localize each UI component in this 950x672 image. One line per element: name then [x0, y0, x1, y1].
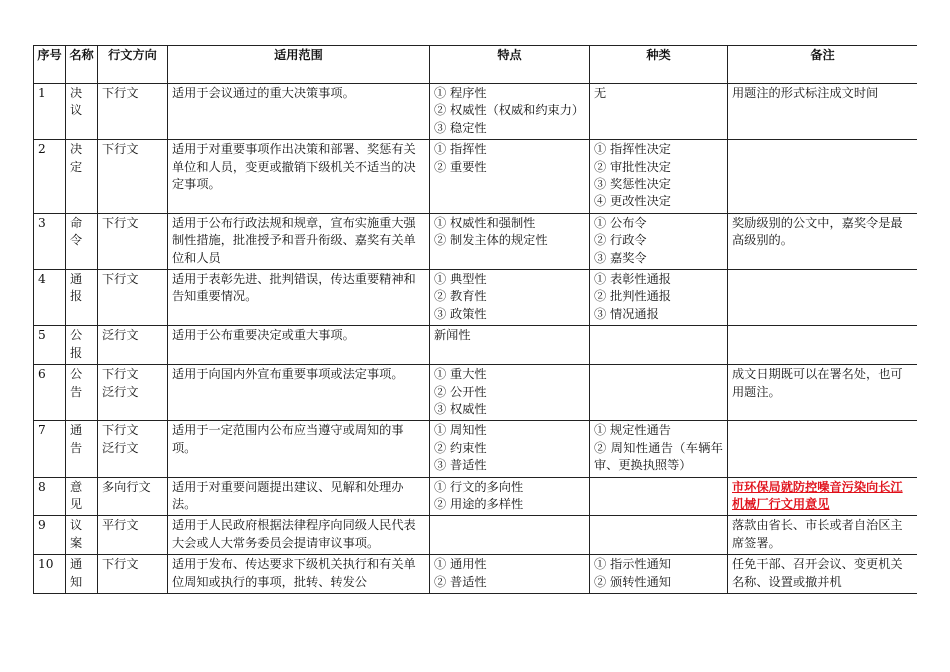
- cell-direction: [98, 365, 168, 421]
- cell-name: 通知: [66, 555, 98, 594]
- kind-item: ① 指挥性决定: [594, 142, 671, 157]
- feature-item: ① 权威性和强制性: [434, 215, 536, 230]
- cell-kinds: [590, 421, 728, 477]
- feature-item: ② 教育性: [434, 289, 487, 304]
- cell-scope: 适用于人民政府根据法律程序向同级人民代表大会或人大常务委员会提请审议事项。: [168, 516, 430, 555]
- direction-line: 下行文: [102, 423, 139, 438]
- cell-kinds: [590, 270, 728, 326]
- cell-no: 1: [34, 84, 66, 140]
- header-no: 序号: [34, 46, 66, 84]
- direction-line: 下行文: [102, 272, 139, 287]
- cell-note: [728, 326, 918, 365]
- cell-features: [430, 365, 590, 421]
- cell-note: 成文日期既可以在署名处，也可用题注。: [728, 365, 918, 421]
- cell-no: 4: [34, 270, 66, 326]
- cell-kinds: [590, 365, 728, 421]
- cell-kinds: [590, 516, 728, 555]
- kind-item: ④ 更改性决定: [594, 194, 671, 209]
- feature-item: ② 权威性（权威和约束力）: [434, 103, 585, 118]
- cell-no: 3: [34, 213, 66, 269]
- kind-item: ③ 情况通报: [594, 306, 659, 321]
- cell-scope: 适用于向国内外宣布重要事项或法定事项。: [168, 365, 430, 421]
- direction-line: 泛行文: [102, 384, 139, 399]
- direction-line: 下行文: [102, 86, 139, 100]
- feature-item: ② 重要性: [434, 159, 487, 174]
- cell-kinds: [590, 84, 728, 140]
- feature-item: ③ 稳定性: [434, 120, 487, 135]
- kind-item: ① 指示性通知: [594, 557, 671, 572]
- cell-name: 议案: [66, 516, 98, 555]
- cell-features: [430, 213, 590, 269]
- cell-scope: 适用于表彰先进、批判错误，传达重要精神和告知重要情况。: [168, 270, 430, 326]
- cell-scope: 适用于公布重要决定或重大事项。: [168, 326, 430, 365]
- feature-item: ① 指挥性: [434, 142, 487, 157]
- cell-direction: [98, 84, 168, 140]
- cell-scope: 适用于对重要事项作出决策和部署、奖惩有关单位和人员，变更或撤销下级机关不适当的决定事项。: [168, 140, 430, 214]
- cell-features: [430, 555, 590, 594]
- header-features: 特点: [430, 46, 590, 84]
- cell-direction: [98, 555, 168, 594]
- document-page: [33, 45, 917, 619]
- table-row: [34, 555, 918, 594]
- cell-note: [728, 477, 918, 516]
- table-row: [34, 213, 918, 269]
- cell-no: 10: [34, 555, 66, 594]
- table-row: [34, 326, 918, 365]
- cell-name: 命令: [66, 213, 98, 269]
- cell-scope: 适用于公布行政法规和规章，宣布实施重大强制性措施，批准授予和晋升衔级、嘉奖有关单位和人员: [168, 213, 430, 269]
- cell-direction: [98, 477, 168, 516]
- cell-name: 意见: [66, 477, 98, 516]
- feature-item: ② 制发主体的规定性: [434, 233, 548, 248]
- header-kinds: 种类: [590, 46, 728, 84]
- cell-direction: [98, 140, 168, 214]
- kind-item: ② 颁转性通知: [594, 574, 671, 589]
- table-row: [34, 84, 918, 140]
- cell-features: [430, 516, 590, 555]
- cell-note: [728, 140, 918, 214]
- cell-scope: 适用于一定范围内公布应当遵守或周知的事项。: [168, 421, 430, 477]
- cell-name: 通告: [66, 421, 98, 477]
- feature-item: ② 普适性: [434, 574, 487, 589]
- cell-note: 落款由省长、市长或者自治区主席签署。: [728, 516, 918, 555]
- cell-scope: 适用于对重要问题提出建议、见解和处理办法。: [168, 477, 430, 516]
- header-note: 备注: [728, 46, 918, 84]
- cell-no: 9: [34, 516, 66, 555]
- cell-features: [430, 140, 590, 214]
- cell-name: 公告: [66, 365, 98, 421]
- table-row: [34, 477, 918, 516]
- feature-item: ② 约束性: [434, 440, 487, 455]
- cell-no: 8: [34, 477, 66, 516]
- cell-kinds: [590, 140, 728, 214]
- feature-item: ① 程序性: [434, 86, 487, 100]
- cell-kinds: [590, 326, 728, 365]
- feature-item: ① 行文的多向性: [434, 479, 524, 494]
- kind-item: ② 行政令: [594, 233, 647, 248]
- cell-name: 决定: [66, 140, 98, 214]
- cell-name: 公报: [66, 326, 98, 365]
- cell-no: 5: [34, 326, 66, 365]
- kind-item: ③ 嘉奖令: [594, 250, 647, 265]
- direction-line: 多向行文: [102, 479, 151, 494]
- cell-kinds: [590, 213, 728, 269]
- table-row: [34, 421, 918, 477]
- cell-features: [430, 84, 590, 140]
- cell-name: 通报: [66, 270, 98, 326]
- kind-item: ② 批判性通报: [594, 289, 671, 304]
- cell-no: 2: [34, 140, 66, 214]
- kind-item: ① 规定性通告: [594, 423, 671, 438]
- kind-item: ③ 奖惩性决定: [594, 177, 671, 192]
- kind-item: ① 表彰性通报: [594, 272, 671, 287]
- feature-item: ① 典型性: [434, 272, 487, 287]
- cell-no: 6: [34, 365, 66, 421]
- direction-line: 下行文: [102, 367, 139, 382]
- table-row: [34, 140, 918, 214]
- table-body: [34, 84, 918, 594]
- cell-direction: [98, 270, 168, 326]
- document-types-table: [33, 45, 917, 594]
- feature-item: ③ 普适性: [434, 458, 487, 473]
- table-header-row: [34, 46, 918, 84]
- feature-item: ② 用途的多样性: [434, 496, 524, 511]
- feature-item: ② 公开性: [434, 384, 487, 399]
- feature-item: ① 通用性: [434, 557, 487, 572]
- cell-scope: 适用于发布、传达要求下级机关执行和有关单位周知或执行的事项，批转、转发公: [168, 555, 430, 594]
- cell-note: 任免干部、召开会议、变更机关名称、设置或撤并机: [728, 555, 918, 594]
- header-scope: 适用范围: [168, 46, 430, 84]
- kind-item: 无: [594, 86, 607, 100]
- direction-line: 下行文: [102, 142, 139, 157]
- kind-item: ② 周知性通告（车辆年审、更换执照等）: [594, 440, 723, 473]
- direction-line: 泛行文: [102, 328, 139, 343]
- direction-line: 下行文: [102, 215, 139, 230]
- table-row: [34, 516, 918, 555]
- header-direction: 行文方向: [98, 46, 168, 84]
- direction-line: 平行文: [102, 518, 139, 533]
- feature-item: ③ 政策性: [434, 306, 487, 321]
- cell-direction: [98, 421, 168, 477]
- cell-kinds: [590, 477, 728, 516]
- direction-line: 下行文: [102, 557, 139, 572]
- cell-scope: 适用于会议通过的重大决策事项。: [168, 84, 430, 140]
- cell-no: 7: [34, 421, 66, 477]
- header-name: 名称: [66, 46, 98, 84]
- cell-note: 用题注的形式标注成文时间: [728, 84, 918, 140]
- table-row: [34, 365, 918, 421]
- cell-features: [430, 477, 590, 516]
- feature-item: ① 重大性: [434, 367, 487, 382]
- direction-line: 泛行文: [102, 440, 139, 455]
- table-row: [34, 270, 918, 326]
- note-example-link[interactable]: 市环保局就防控噪音污染向长江机械厂行文用意见: [732, 479, 903, 511]
- cell-features: [430, 270, 590, 326]
- cell-direction: [98, 516, 168, 555]
- kind-item: ① 公布令: [594, 215, 647, 230]
- cell-note: [728, 270, 918, 326]
- cell-direction: [98, 326, 168, 365]
- cell-features: [430, 326, 590, 365]
- cell-note: 奖励级别的公文中，嘉奖令是最高级别的。: [728, 213, 918, 269]
- cell-direction: [98, 213, 168, 269]
- feature-item: 新闻性: [434, 328, 471, 343]
- kind-item: ② 审批性决定: [594, 159, 671, 174]
- cell-features: [430, 421, 590, 477]
- cell-name: 决议: [66, 84, 98, 140]
- cell-kinds: [590, 555, 728, 594]
- feature-item: ③ 权威性: [434, 401, 487, 416]
- cell-note: [728, 421, 918, 477]
- feature-item: ① 周知性: [434, 423, 487, 438]
